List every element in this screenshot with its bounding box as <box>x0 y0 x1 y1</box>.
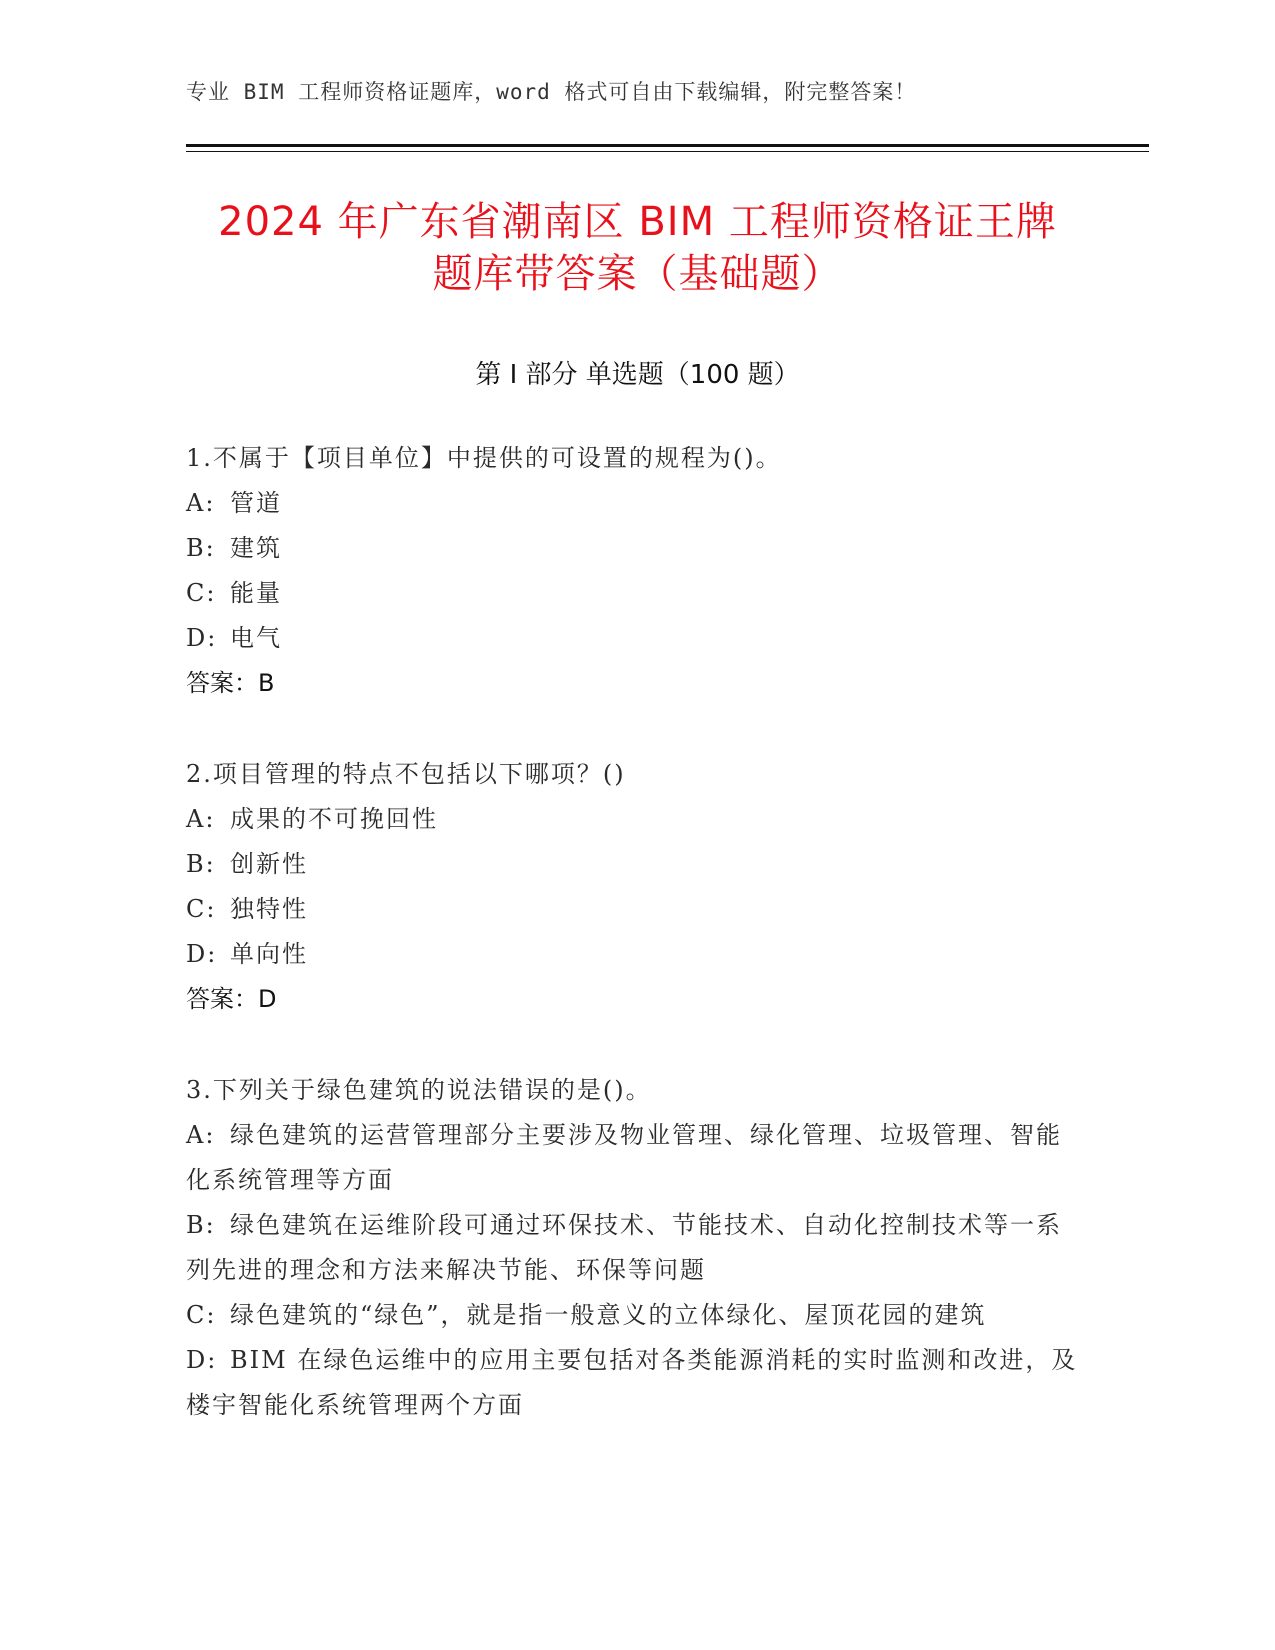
option-text: 独特性 <box>230 895 308 923</box>
option-label: C: <box>186 895 217 923</box>
option-text: 成果的不可挽回性 <box>230 805 438 833</box>
option-label: C: <box>186 579 217 607</box>
header-note: 专业 BIM 工程师资格证题库，word 格式可自由下载编辑，附完整答案！ <box>186 80 917 104</box>
answer-text: 答案：B <box>186 669 275 697</box>
option-c <box>186 1293 1086 1338</box>
document-title <box>186 196 1089 300</box>
option-label: A: <box>186 489 216 517</box>
question-list <box>186 436 1086 1474</box>
option-text: 电气 <box>230 624 282 652</box>
option-text: 绿色建筑的运营管理部分主要涉及物业管理、绿化管理、垃圾管理、智能化系统管理等方面 <box>186 1121 1062 1194</box>
option-c <box>186 571 1086 616</box>
option-label: D: <box>186 624 218 652</box>
option-a <box>186 481 1086 526</box>
option-label: B: <box>186 1211 216 1239</box>
option-label: A: <box>186 1121 216 1149</box>
option-text: BIM 在绿色运维中的应用主要包括对各类能源消耗的实时监测和改进，及楼宇智能化系统管理两个方面 <box>186 1346 1078 1419</box>
option-label: D: <box>186 1346 218 1374</box>
option-b <box>186 526 1086 571</box>
option-label: A: <box>186 805 216 833</box>
option-text: 绿色建筑在运维阶段可通过环保技术、节能技术、自动化控制技术等一系列先进的理念和方法来解决节能、环保等问题 <box>186 1211 1062 1284</box>
option-d <box>186 616 1086 661</box>
option-text: 建筑 <box>230 534 282 562</box>
option-d <box>186 1338 1086 1428</box>
section-title: 第 I 部分 单选题（100 题） <box>475 360 800 390</box>
title-line-1: 2024 年广东省潮南区 BIM 工程师资格证王牌 <box>218 199 1057 245</box>
option-label: D: <box>186 940 218 968</box>
option-b <box>186 842 1086 887</box>
option-d <box>186 932 1086 977</box>
question-2 <box>186 752 1086 1022</box>
header-divider-thin <box>186 151 1149 152</box>
option-text: 绿色建筑的“绿色”，就是指一般意义的立体绿化、屋顶花园的建筑 <box>230 1301 987 1329</box>
option-text: 能量 <box>230 579 282 607</box>
question-stem: 3.下列关于绿色建筑的说法错误的是()。 <box>186 1076 652 1104</box>
option-b <box>186 1203 1086 1293</box>
option-text: 单向性 <box>230 940 308 968</box>
option-label: B: <box>186 850 216 878</box>
question-stem: 2.项目管理的特点不包括以下哪项？() <box>186 760 626 788</box>
option-text: 管道 <box>230 489 282 517</box>
title-line-2: 题库带答案（基础题） <box>432 251 843 297</box>
header-divider-thick <box>186 144 1149 147</box>
option-text: 创新性 <box>230 850 308 878</box>
question-stem: 1.不属于【项目单位】中提供的可设置的规程为()。 <box>186 444 782 472</box>
question-3 <box>186 1068 1086 1428</box>
option-a <box>186 1113 1086 1203</box>
option-label: B: <box>186 534 216 562</box>
option-a <box>186 797 1086 842</box>
answer-text: 答案：D <box>186 985 277 1013</box>
option-label: C: <box>186 1301 217 1329</box>
question-1 <box>186 436 1086 706</box>
option-c <box>186 887 1086 932</box>
